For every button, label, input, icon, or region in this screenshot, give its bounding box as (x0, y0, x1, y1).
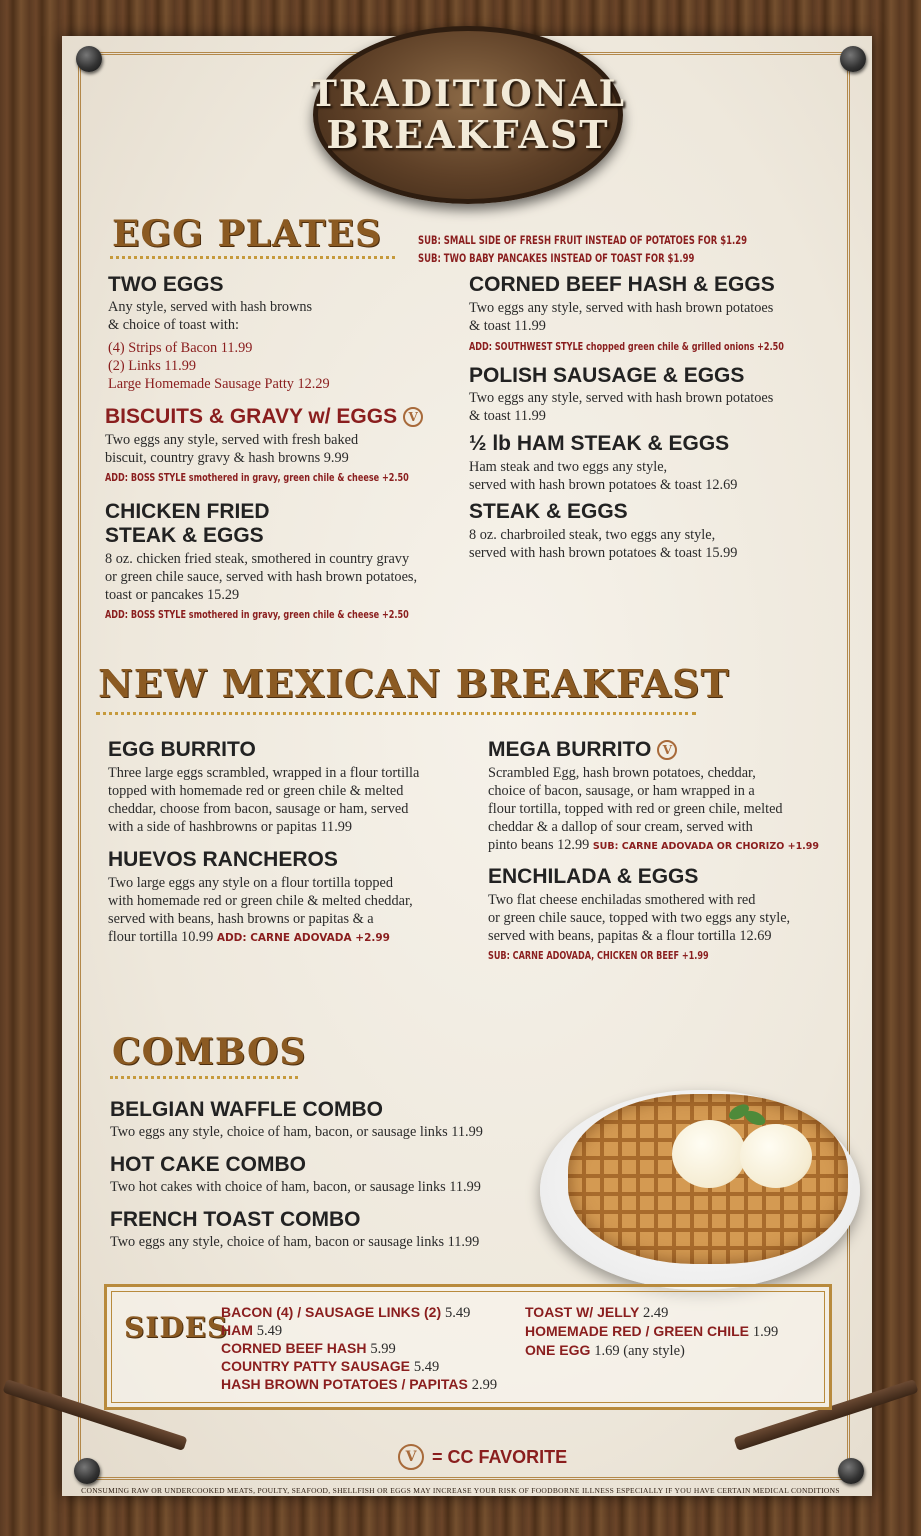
egg-burrito-desc-2: topped with homemade red or green chile & melted (108, 783, 404, 799)
side-item-hash-browns (221, 1375, 497, 1394)
side-item-price: 5.99 (370, 1341, 396, 1357)
new-mexican-rule (96, 712, 696, 715)
chicken-fried-title-2: STEAK & EGGS (105, 524, 264, 547)
egg-plates-rule (110, 256, 395, 259)
huevos-desc-4: flour tortilla 10.99 (108, 929, 214, 945)
side-item-corned-beef-hash (221, 1339, 396, 1358)
combos-title: COMBOS (112, 1031, 307, 1073)
food-safety-disclaimer: CONSUMING RAW OR UNDERCOOKED MEATS, POULTY, SEAFOOD, SHELLFISH OR EGGS MAY INCREASE YOUR RISK OF FOODBORNE ILLNESS ESPECIALLY IF YOU HAVE CERTAIN MEDICAL CONDITIONS (81, 1486, 840, 1495)
mega-burrito-title (488, 738, 677, 762)
enchilada-desc-1: Two flat cheese enchiladas smothered with red (488, 892, 756, 908)
tack-top-right (840, 46, 866, 72)
chicken-fried-desc-2: or green chile sauce, served with hash brown potatoes, (105, 569, 418, 585)
egg-plates-title: EGG PLATES (112, 213, 383, 255)
egg-plates-sub-1: SUB: SMALL SIDE OF FRESH FRUIT INSTEAD OF POTATOES FOR $1.29 (418, 233, 748, 247)
cc-favorite-text: = CC FAVORITE (432, 1446, 568, 1467)
enchilada-desc-2: or green chile sauce, topped with two eggs any style, (488, 910, 791, 926)
side-item-ham (221, 1321, 282, 1340)
tack-bottom-left (74, 1458, 100, 1484)
side-item-price: 1.69 (any style) (594, 1343, 685, 1359)
steak-eggs-title: STEAK & EGGS (469, 500, 628, 523)
enchilada-title: ENCHILADA & EGGS (488, 865, 699, 888)
egg-burrito-desc-4: with a side of hashbrowns or papitas 11.99 (108, 819, 353, 835)
enchilada-add: SUB: CARNE ADOVADA, CHICKEN OR BEEF +1.99 (488, 949, 709, 962)
header-line-1: TRADITIONAL (310, 73, 626, 115)
header-line-2: BREAKFAST (326, 112, 610, 157)
polish-sausage-title: POLISH SAUSAGE & EGGS (469, 364, 745, 387)
huevos-desc-2: with homemade red or green chile & melted cheddar, (108, 893, 413, 909)
side-item-price: 1.99 (752, 1324, 779, 1340)
mega-burrito-desc-2: choice of bacon, sausage, or ham wrapped in a (488, 783, 755, 799)
french-toast-title: FRENCH TOAST COMBO (110, 1208, 361, 1231)
mega-burrito-desc-3: flour tortilla, topped with red or green chile, melted (488, 801, 783, 817)
polish-sausage-desc-2: & toast 11.99 (469, 408, 546, 424)
chicken-fried-desc-3: toast or pancakes 15.29 (105, 587, 240, 603)
huevos-desc-1: Two large eggs any style on a flour tortilla topped (108, 875, 394, 891)
steak-eggs-desc-1: 8 oz. charbroiled steak, two eggs any style, (469, 527, 716, 543)
side-item-price: 5.49 (413, 1359, 440, 1375)
cc-favorite-icon: V (398, 1444, 424, 1470)
mega-burrito-desc-5: pinto beans 12.99 (488, 837, 590, 853)
side-item-name: BACON (4) / SAUSAGE LINKS (2) (221, 1304, 442, 1320)
polish-sausage-desc-1: Two eggs any style, served with hash brown potatoes (469, 390, 774, 406)
hot-cake-title: HOT CAKE COMBO (110, 1153, 306, 1176)
enchilada-desc-3: served with beans, papitas & a flour tortilla 12.69 (488, 928, 772, 944)
ham-steak-desc-1: Ham steak and two eggs any style, (469, 459, 668, 475)
cc-favorite-icon: V (657, 740, 677, 760)
side-item-name: HAM (221, 1322, 253, 1338)
hot-cake-desc: Two hot cakes with choice of ham, bacon, or sausage links 11.99 (110, 1179, 481, 1195)
side-item-name: COUNTRY PATTY SAUSAGE (221, 1358, 411, 1374)
biscuits-desc-1: Two eggs any style, served with fresh baked (105, 432, 359, 448)
new-mexican-title: NEW MEXICAN BREAKFAST (98, 661, 730, 706)
two-eggs-option-patty: Large Homemade Sausage Patty 12.29 (108, 376, 330, 392)
tack-bottom-right (838, 1458, 864, 1484)
egg-burrito-desc-1: Three large eggs scrambled, wrapped in a flour tortilla (108, 765, 420, 781)
corned-beef-desc-1: Two eggs any style, served with hash brown potatoes (469, 300, 774, 316)
side-item-name: CORNED BEEF HASH (221, 1340, 367, 1356)
biscuits-title-text: BISCUITS & GRAVY w/ EGGS (105, 405, 398, 428)
huevos-add: ADD: CARNE ADOVADA +2.99 (216, 932, 390, 944)
ham-steak-title: ½ lb HAM STEAK & EGGS (469, 432, 730, 455)
combos-rule (110, 1076, 298, 1079)
ice-cream-scoop-2 (740, 1124, 812, 1188)
chicken-fried-desc-1: 8 oz. chicken fried steak, smothered in country gravy (105, 551, 410, 567)
side-item-price: 2.99 (471, 1377, 498, 1393)
steak-eggs-desc-2: served with hash brown potatoes & toast 15.99 (469, 545, 738, 561)
huevos-title: HUEVOS RANCHEROS (108, 848, 338, 871)
corned-beef-add: ADD: SOUTHWEST STYLE chopped green chile & grilled onions +2.50 (469, 340, 784, 353)
two-eggs-title: TWO EGGS (108, 273, 224, 296)
side-item-price: 5.49 (256, 1323, 283, 1339)
french-toast-desc: Two eggs any style, choice of ham, bacon or sausage links 11.99 (110, 1234, 480, 1250)
mega-burrito-add: SUB: CARNE ADOVADA OR CHORIZO +1.99 (592, 841, 820, 852)
mega-burrito-desc-5-row (488, 836, 819, 856)
side-item-chile (525, 1322, 778, 1341)
header-sign (310, 26, 626, 204)
ham-steak-desc-2: served with hash brown potatoes & toast 12.69 (469, 477, 738, 493)
side-item-name: ONE EGG (525, 1342, 591, 1358)
egg-plates-sub-2: SUB: TWO BABY PANCAKES INSTEAD OF TOAST FOR $1.99 (418, 251, 695, 265)
corned-beef-title: CORNED BEEF HASH & EGGS (469, 273, 775, 296)
side-item-one-egg (525, 1341, 685, 1360)
chicken-fried-add: ADD: BOSS STYLE smothered in gravy, green chile & cheese +2.50 (105, 608, 409, 621)
ice-cream-scoop-1 (672, 1120, 746, 1188)
sides-title: SIDES (124, 1311, 229, 1344)
corned-beef-desc-2: & toast 11.99 (469, 318, 546, 334)
two-eggs-option-bacon: (4) Strips of Bacon 11.99 (108, 340, 253, 356)
mega-burrito-desc-1: Scrambled Egg, hash brown potatoes, cheddar, (488, 765, 756, 781)
side-item-name: HOMEMADE RED / GREEN CHILE (525, 1323, 750, 1339)
belgian-waffle-desc: Two eggs any style, choice of ham, bacon, or sausage links 11.99 (110, 1124, 483, 1140)
side-item-price: 5.49 (445, 1305, 471, 1321)
side-item-bacon-sausage (221, 1303, 470, 1322)
side-item-country-patty (221, 1357, 439, 1376)
egg-burrito-desc-3: cheddar, choose from bacon, sausage or ham, served (108, 801, 409, 817)
egg-burrito-title: EGG BURRITO (108, 738, 256, 761)
side-item-toast (525, 1303, 668, 1322)
side-item-price: 2.49 (643, 1305, 669, 1321)
biscuits-desc-2: biscuit, country gravy & hash browns 9.99 (105, 450, 349, 466)
two-eggs-option-links: (2) Links 11.99 (108, 358, 197, 374)
belgian-waffle-title: BELGIAN WAFFLE COMBO (110, 1098, 383, 1121)
cc-favorite-legend (398, 1444, 567, 1470)
huevos-desc-4-row (108, 928, 390, 947)
huevos-desc-3: served with beans, hash browns or papitas & a (108, 911, 374, 927)
tack-top-left (76, 46, 102, 72)
two-eggs-desc-1: Any style, served with hash browns (108, 299, 313, 315)
biscuits-title (105, 405, 423, 429)
chicken-fried-title-1: CHICKEN FRIED (105, 500, 270, 523)
mega-burrito-title-text: MEGA BURRITO (488, 738, 652, 761)
two-eggs-desc-2: & choice of toast with: (108, 317, 240, 333)
side-item-name: HASH BROWN POTATOES / PAPITAS (221, 1376, 468, 1392)
mega-burrito-desc-4: cheddar & a dallop of sour cream, served with (488, 819, 753, 835)
side-item-name: TOAST W/ JELLY (525, 1304, 640, 1320)
cc-favorite-icon: V (403, 407, 423, 427)
biscuits-add: ADD: BOSS STYLE smothered in gravy, green chile & cheese +2.50 (105, 471, 409, 484)
